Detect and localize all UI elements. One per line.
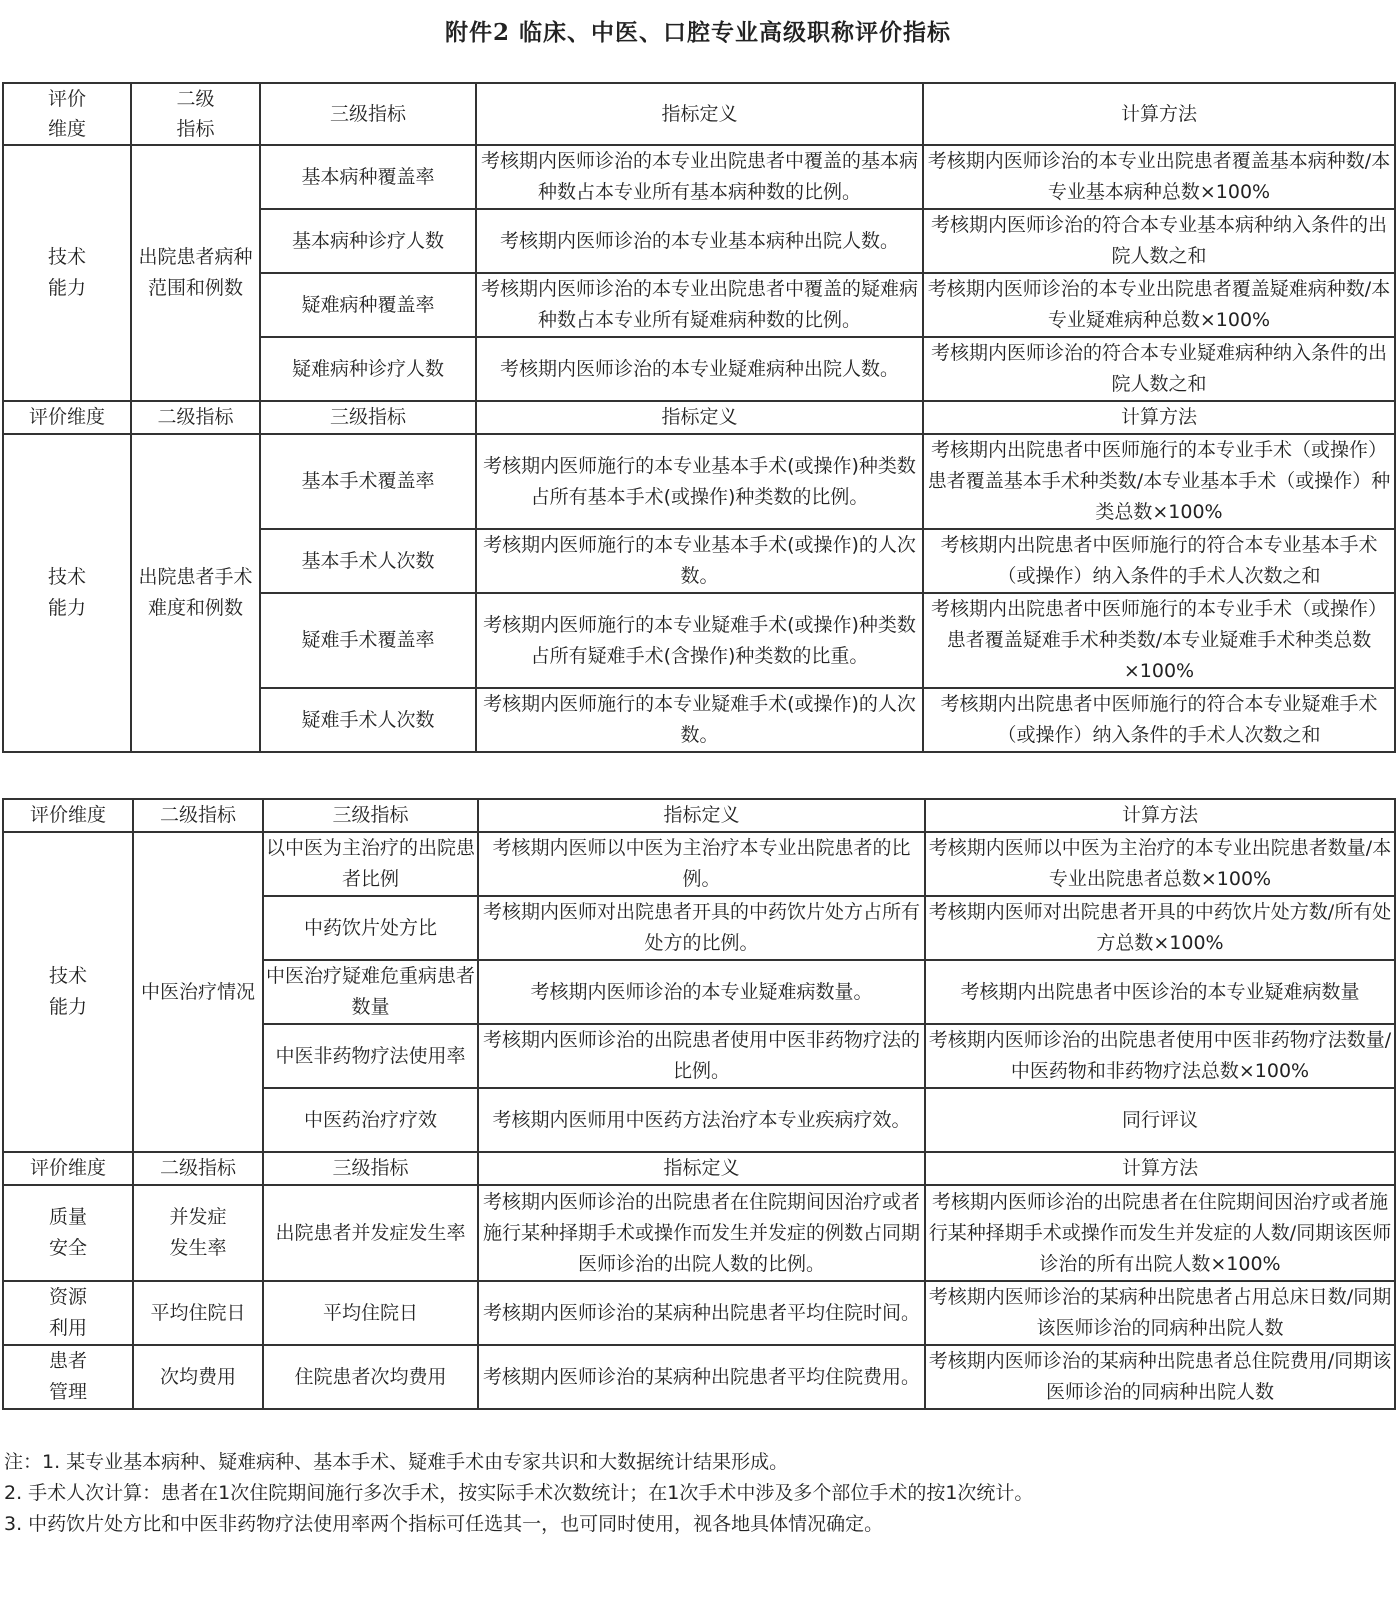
dimension-text: 患者 管理	[48, 1350, 87, 1403]
header-method: 计算方法	[923, 83, 1395, 145]
level2-cell	[133, 1185, 263, 1281]
definition-cell: 考核期内医师诊治的某病种出院患者平均住院时间。	[478, 1281, 925, 1345]
table-header-row	[3, 401, 1395, 434]
definition-cell: 考核期内医师诊治的出院患者使用中医非药物疗法的比例。	[478, 1024, 925, 1088]
definition-cell: 考核期内医师诊治的某病种出院患者平均住院费用。	[478, 1345, 925, 1409]
definition-cell: 考核期内医师诊治的本专业疑难病种出院人数。	[476, 337, 923, 401]
level3-cell: 中医治疗疑难危重病患者数量	[263, 960, 478, 1024]
level3-cell: 疑难病种覆盖率	[260, 273, 476, 337]
method-cell: 考核期内出院患者中医师施行的符合本专业基本手术（或操作）纳入条件的手术人次数之和	[923, 529, 1395, 593]
method-cell: 同行评议	[925, 1088, 1395, 1152]
definition-cell: 考核期内医师诊治的出院患者在住院期间因治疗或者施行某种择期手术或操作而发生并发症的例数占同期医师诊治的出院人数的比例。	[478, 1185, 925, 1281]
header-level2-text: 二级 指标	[176, 88, 215, 140]
header-level3: 三级指标	[260, 83, 476, 145]
level3-cell: 基本病种覆盖率	[260, 145, 476, 209]
method-cell: 考核期内医师诊治的本专业出院患者覆盖基本病种数/本专业基本病种总数×100%	[923, 145, 1395, 209]
header-dimension	[3, 83, 131, 145]
level2-text: 出院患者病种 范围和例数	[138, 246, 253, 299]
header-dimension: 评价维度	[3, 799, 133, 832]
level3-cell: 住院患者次均费用	[263, 1345, 478, 1409]
level3-cell: 疑难手术覆盖率	[260, 593, 476, 688]
table-row	[3, 1345, 1395, 1409]
definition-cell: 考核期内医师施行的本专业基本手术(或操作)种类数占所有基本手术(或操作)种类数的比例。	[476, 434, 923, 529]
header-dimension: 评价维度	[3, 401, 131, 434]
header-method: 计算方法	[925, 1152, 1395, 1185]
method-cell: 考核期内医师诊治的某病种出院患者占用总床日数/同期该医师诊治的同病种出院人数	[925, 1281, 1395, 1345]
table-row	[3, 1185, 1395, 1281]
header-level2: 二级指标	[133, 1152, 263, 1185]
definition-cell: 考核期内医师诊治的本专业疑难病数量。	[478, 960, 925, 1024]
method-cell: 考核期内医师诊治的出院患者在住院期间因治疗或者施行某种择期手术或操作而发生并发症的人数/同期该医师诊治的所有出院人数×100%	[925, 1185, 1395, 1281]
note-2: 2. 手术人次计算：患者在1次住院期间施行多次手术，按实际手术次数统计；在1次手术中涉及多个部位手术的按1次统计。	[4, 1482, 1034, 1504]
indicator-table-2	[2, 798, 1396, 1410]
definition-cell: 考核期内医师对出院患者开具的中药饮片处方占所有处方的比例。	[478, 896, 925, 960]
dimension-text: 技术 能力	[47, 246, 86, 299]
header-level2	[131, 83, 260, 145]
header-level2: 二级指标	[131, 401, 260, 434]
definition-cell: 考核期内医师诊治的本专业出院患者中覆盖的基本病种数占本专业所有基本病种数的比例。	[476, 145, 923, 209]
table-row	[3, 832, 1395, 896]
level2-cell: 平均住院日	[133, 1281, 263, 1345]
method-cell: 考核期内出院患者中医诊治的本专业疑难病数量	[925, 960, 1395, 1024]
header-level3: 三级指标	[263, 1152, 478, 1185]
header-method: 计算方法	[923, 401, 1395, 434]
level3-cell: 中药饮片处方比	[263, 896, 478, 960]
header-definition: 指标定义	[476, 83, 923, 145]
level3-cell: 基本病种诊疗人数	[260, 209, 476, 273]
dimension-cell	[3, 1345, 133, 1409]
level2-cell: 中医治疗情况	[133, 832, 263, 1152]
method-cell: 考核期内出院患者中医师施行的本专业手术（或操作）患者覆盖疑难手术种类数/本专业疑难手术种类总数×100%	[923, 593, 1395, 688]
method-cell: 考核期内医师以中医为主治疗的本专业出院患者数量/本专业出院患者总数×100%	[925, 832, 1395, 896]
method-cell: 考核期内医师诊治的本专业出院患者覆盖疑难病种数/本专业疑难病种总数×100%	[923, 273, 1395, 337]
level3-cell: 基本手术人次数	[260, 529, 476, 593]
definition-cell: 考核期内医师施行的本专业疑难手术(或操作)的人次数。	[476, 688, 923, 752]
dimension-cell	[3, 832, 133, 1152]
level3-cell: 疑难手术人次数	[260, 688, 476, 752]
dimension-text: 技术 能力	[47, 566, 86, 619]
method-cell: 考核期内出院患者中医师施行的符合本专业疑难手术（或操作）纳入条件的手术人次数之和	[923, 688, 1395, 752]
dimension-text: 资源 利用	[48, 1286, 87, 1339]
header-dimension: 评价维度	[3, 1152, 133, 1185]
definition-cell: 考核期内医师诊治的本专业基本病种出院人数。	[476, 209, 923, 273]
level2-cell	[131, 434, 260, 752]
method-cell: 考核期内出院患者中医师施行的本专业手术（或操作）患者覆盖基本手术种类数/本专业基本手术（或操作）种类总数×100%	[923, 434, 1395, 529]
header-definition: 指标定义	[476, 401, 923, 434]
level3-cell: 中医非药物疗法使用率	[263, 1024, 478, 1088]
header-level3: 三级指标	[260, 401, 476, 434]
level3-cell: 中医药治疗疗效	[263, 1088, 478, 1152]
indicator-table-1	[2, 82, 1396, 753]
dimension-text: 质量 安全	[48, 1206, 87, 1259]
table-row	[3, 434, 1395, 529]
definition-cell: 考核期内医师施行的本专业疑难手术(或操作)种类数占所有疑难手术(含操作)种类数的比重。	[476, 593, 923, 688]
document-title: 附件2 临床、中医、口腔专业高级职称评价指标	[444, 19, 951, 46]
level3-cell: 以中医为主治疗的出院患者比例	[263, 832, 478, 896]
dimension-text: 技术 能力	[48, 965, 87, 1018]
method-cell: 考核期内医师对出院患者开具的中药饮片处方数/所有处方总数×100%	[925, 896, 1395, 960]
definition-cell: 考核期内医师用中医药方法治疗本专业疾病疗效。	[478, 1088, 925, 1152]
method-cell: 考核期内医师诊治的出院患者使用中医非药物疗法数量/中医药物和非药物疗法总数×100%	[925, 1024, 1395, 1088]
definition-cell: 考核期内医师诊治的本专业出院患者中覆盖的疑难病种数占本专业所有疑难病种数的比例。	[476, 273, 923, 337]
method-cell: 考核期内医师诊治的符合本专业基本病种纳入条件的出院人数之和	[923, 209, 1395, 273]
table-header-row	[3, 1152, 1395, 1185]
header-level3: 三级指标	[263, 799, 478, 832]
table-header-row	[3, 83, 1395, 145]
dimension-cell	[3, 434, 131, 752]
method-cell: 考核期内医师诊治的某病种出院患者总住院费用/同期该医师诊治的同病种出院人数	[925, 1345, 1395, 1409]
level2-cell	[131, 145, 260, 401]
definition-cell: 考核期内医师以中医为主治疗本专业出院患者的比例。	[478, 832, 925, 896]
level3-cell: 平均住院日	[263, 1281, 478, 1345]
level2-text: 并发症 发生率	[169, 1206, 227, 1259]
table-header-row	[3, 799, 1395, 832]
table-row	[3, 1281, 1395, 1345]
header-dimension-text: 评价 维度	[47, 88, 86, 140]
header-definition: 指标定义	[478, 799, 925, 832]
header-method: 计算方法	[925, 799, 1395, 832]
level3-cell: 疑难病种诊疗人数	[260, 337, 476, 401]
note-3: 3. 中药饮片处方比和中医非药物疗法使用率两个指标可任选其一，也可同时使用，视各地具体情况确定。	[4, 1513, 884, 1535]
table-row	[3, 145, 1395, 209]
note-1: 注：1. 某专业基本病种、疑难病种、基本手术、疑难手术由专家共识和大数据统计结果形成。	[4, 1451, 789, 1473]
level2-cell: 次均费用	[133, 1345, 263, 1409]
level3-cell: 基本手术覆盖率	[260, 434, 476, 529]
method-cell: 考核期内医师诊治的符合本专业疑难病种纳入条件的出院人数之和	[923, 337, 1395, 401]
header-definition: 指标定义	[478, 1152, 925, 1185]
dimension-cell	[3, 145, 131, 401]
header-level2: 二级指标	[133, 799, 263, 832]
dimension-cell	[3, 1281, 133, 1345]
dimension-cell	[3, 1185, 133, 1281]
level3-cell: 出院患者并发症发生率	[263, 1185, 478, 1281]
notes-section	[4, 1447, 1384, 1540]
level2-text: 出院患者手术 难度和例数	[138, 566, 253, 619]
definition-cell: 考核期内医师施行的本专业基本手术(或操作)的人次数。	[476, 529, 923, 593]
